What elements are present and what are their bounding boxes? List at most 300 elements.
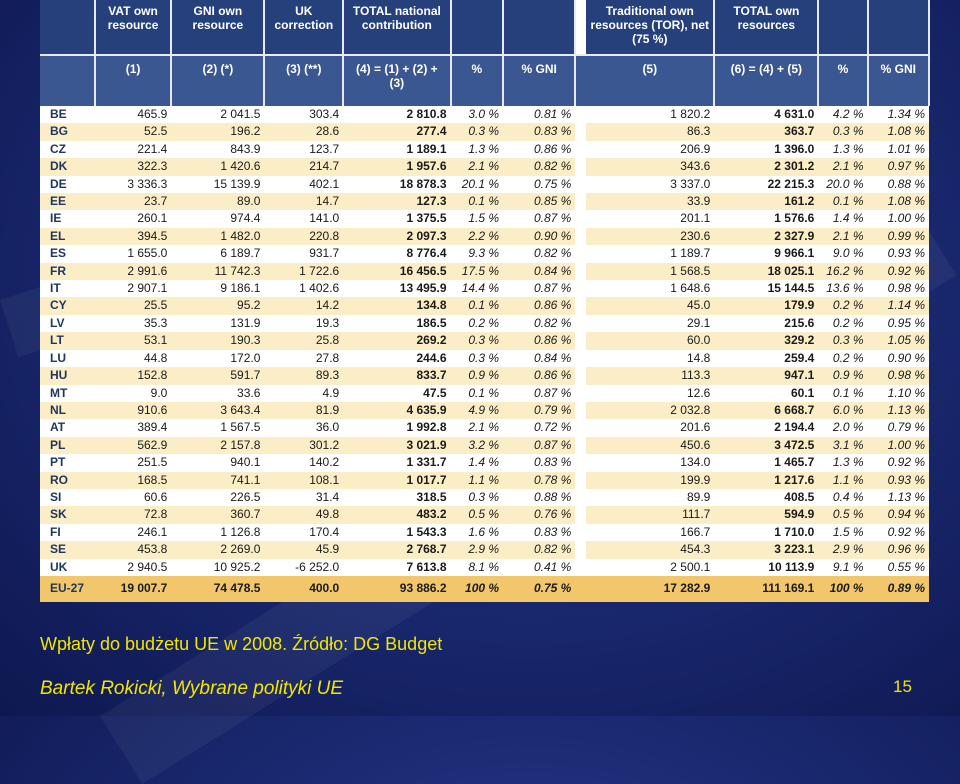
column-gap — [575, 472, 586, 489]
table-cell: 168.5 — [95, 472, 172, 489]
column-gap — [575, 332, 586, 349]
table-cell: 1 543.3 — [343, 524, 450, 541]
table-cell: 1 331.7 — [343, 454, 450, 471]
table-cell: 465.9 — [95, 106, 172, 123]
table-total-row — [40, 576, 929, 602]
table-cell: 179.9 — [714, 297, 818, 314]
table-cell: 17.5 % — [451, 263, 504, 280]
table-cell: 1 126.8 — [171, 524, 264, 541]
table-cell: 0.97 % — [868, 158, 929, 175]
table-cell: 6 189.7 — [171, 245, 264, 262]
subheader-cell: (2) (*) — [171, 55, 264, 106]
table-cell: 0.98 % — [868, 280, 929, 297]
table-cell: 0.82 % — [503, 315, 575, 332]
table-cell: 0.2 % — [451, 315, 504, 332]
table-cell: 0.92 % — [868, 524, 929, 541]
column-gap — [575, 263, 586, 280]
country-code-cell: PL — [40, 437, 95, 454]
table-row — [40, 193, 929, 210]
table-cell: 2.1 % — [818, 228, 867, 245]
table-cell: 4 635.9 — [343, 402, 450, 419]
table-cell: 1.4 % — [451, 454, 504, 471]
table-row — [40, 541, 929, 558]
table-cell: 1.10 % — [868, 385, 929, 402]
table-cell: 0.76 % — [503, 506, 575, 523]
table-cell: 100 % — [451, 576, 504, 602]
table-cell: 0.85 % — [503, 193, 575, 210]
table-cell: 1.13 % — [868, 402, 929, 419]
table-row — [40, 454, 929, 471]
table-cell: 1.14 % — [868, 297, 929, 314]
table-row — [40, 559, 929, 576]
table-cell: 134.0 — [586, 454, 714, 471]
table-cell: 2 097.3 — [343, 228, 450, 245]
table-cell: 1 189.7 — [586, 245, 714, 262]
table-cell: 2.9 % — [818, 541, 867, 558]
table-cell: 0.2 % — [818, 315, 867, 332]
table-cell: 450.6 — [586, 437, 714, 454]
table-cell: 0.84 % — [503, 263, 575, 280]
subheader-row — [40, 55, 929, 106]
table-cell: 454.3 — [586, 541, 714, 558]
table-cell: 0.82 % — [503, 245, 575, 262]
table-caption: Wpłaty do budżetu UE w 2008. Źródło: DG Budget — [40, 634, 443, 654]
table-cell: 1 567.5 — [171, 419, 264, 436]
table-cell: 0.3 % — [818, 332, 867, 349]
table-row — [40, 123, 929, 140]
column-gap — [575, 0, 586, 55]
subheader-cell: % GNI — [503, 55, 575, 106]
table-cell: 0.3 % — [818, 123, 867, 140]
country-code-cell: SK — [40, 506, 95, 523]
table-cell: 974.4 — [171, 210, 264, 227]
table-cell: 28.6 — [264, 123, 343, 140]
table-cell: 31.4 — [264, 489, 343, 506]
table-cell: 3 223.1 — [714, 541, 818, 558]
table-cell: 343.6 — [586, 158, 714, 175]
table-cell: 1 482.0 — [171, 228, 264, 245]
subheader-cell: (1) — [95, 55, 172, 106]
table-row — [40, 141, 929, 158]
table-cell: 363.7 — [714, 123, 818, 140]
table-cell: 0.1 % — [818, 193, 867, 210]
table-cell: 25.8 — [264, 332, 343, 349]
table-cell: 2 768.7 — [343, 541, 450, 558]
table-cell: 3 336.3 — [95, 176, 172, 193]
column-gap — [575, 402, 586, 419]
table-row — [40, 437, 929, 454]
table-cell: 0.87 % — [503, 385, 575, 402]
table-cell: 1.5 % — [451, 210, 504, 227]
table-cell: 16.2 % — [818, 263, 867, 280]
contributions-table — [40, 0, 930, 602]
header-cell: UK correction — [264, 0, 343, 55]
table-cell: 0.3 % — [451, 332, 504, 349]
table-row — [40, 297, 929, 314]
table-cell: 230.6 — [586, 228, 714, 245]
table-cell: 8.1 % — [451, 559, 504, 576]
table-cell: 2 907.1 — [95, 280, 172, 297]
table-cell: 16 456.5 — [343, 263, 450, 280]
table-cell: 594.9 — [714, 506, 818, 523]
table-cell: 9 186.1 — [171, 280, 264, 297]
table-cell: 1 820.2 — [586, 106, 714, 123]
table-cell: 3 472.5 — [714, 437, 818, 454]
country-code-cell: AT — [40, 419, 95, 436]
table-cell: 453.8 — [95, 541, 172, 558]
table-cell: 172.0 — [171, 350, 264, 367]
column-gap — [575, 524, 586, 541]
table-cell: 1.01 % — [868, 141, 929, 158]
table-cell: 0.82 % — [503, 541, 575, 558]
table-cell: 33.6 — [171, 385, 264, 402]
table-cell: 260.1 — [95, 210, 172, 227]
table-cell: 86.3 — [586, 123, 714, 140]
table-cell: 277.4 — [343, 123, 450, 140]
table-cell: 0.5 % — [451, 506, 504, 523]
table-cell: 95.2 — [171, 297, 264, 314]
table-cell: 1.1 % — [818, 472, 867, 489]
table-cell: 35.3 — [95, 315, 172, 332]
table-cell: 170.4 — [264, 524, 343, 541]
table-cell: 0.75 % — [503, 176, 575, 193]
table-cell: 60.0 — [586, 332, 714, 349]
table-row — [40, 332, 929, 349]
table-cell: 17 282.9 — [586, 576, 714, 602]
table-cell: 113.3 — [586, 367, 714, 384]
table-cell: 89.9 — [586, 489, 714, 506]
table-cell: 2 301.2 — [714, 158, 818, 175]
table-cell: 0.2 % — [818, 297, 867, 314]
table-cell: 0.3 % — [451, 350, 504, 367]
table-cell: 4 631.0 — [714, 106, 818, 123]
table-cell: 9.3 % — [451, 245, 504, 262]
table-cell: 0.1 % — [451, 385, 504, 402]
header-row — [40, 0, 929, 55]
table-cell: 303.4 — [264, 106, 343, 123]
table-cell: 0.9 % — [818, 367, 867, 384]
table-cell: 1 568.5 — [586, 263, 714, 280]
column-gap — [575, 245, 586, 262]
table-cell: 127.3 — [343, 193, 450, 210]
country-code-cell: LV — [40, 315, 95, 332]
country-code-cell: SE — [40, 541, 95, 558]
table-row — [40, 263, 929, 280]
table-cell: 0.81 % — [503, 106, 575, 123]
header-cell — [868, 0, 929, 55]
table-cell: 2.1 % — [451, 419, 504, 436]
table-cell: 1.1 % — [451, 472, 504, 489]
header-cell — [503, 0, 575, 55]
country-code-cell: CY — [40, 297, 95, 314]
table-cell: 0.87 % — [503, 280, 575, 297]
table-cell: 190.3 — [171, 332, 264, 349]
table-cell: 1.5 % — [818, 524, 867, 541]
table-cell: 1 396.0 — [714, 141, 818, 158]
header-cell-country — [40, 0, 95, 55]
table-cell: 0.41 % — [503, 559, 575, 576]
table-cell: 14.4 % — [451, 280, 504, 297]
table-cell: 100 % — [818, 576, 867, 602]
table-cell: 201.1 — [586, 210, 714, 227]
table-cell: 60.1 — [714, 385, 818, 402]
country-code-cell: DK — [40, 158, 95, 175]
country-code-cell: RO — [40, 472, 95, 489]
table-cell: 20.0 % — [818, 176, 867, 193]
table-cell: 269.2 — [343, 332, 450, 349]
table-cell: 1.6 % — [451, 524, 504, 541]
table-cell: 0.79 % — [868, 419, 929, 436]
table-row — [40, 106, 929, 123]
table-cell: 402.1 — [264, 176, 343, 193]
table-cell: 1 655.0 — [95, 245, 172, 262]
country-code-cell: EE — [40, 193, 95, 210]
table-cell: 0.1 % — [818, 385, 867, 402]
table-cell: 11 742.3 — [171, 263, 264, 280]
table-cell: 93 886.2 — [343, 576, 450, 602]
subheader-cell: % — [818, 55, 867, 106]
table-cell: 0.55 % — [868, 559, 929, 576]
column-gap — [575, 106, 586, 123]
table-cell: 4.9 — [264, 385, 343, 402]
table-cell: 3.0 % — [451, 106, 504, 123]
table-cell: 89.0 — [171, 193, 264, 210]
table-cell: 2 810.8 — [343, 106, 450, 123]
table-cell: 301.2 — [264, 437, 343, 454]
subheader-cell: (4) = (1) + (2) + (3) — [343, 55, 450, 106]
page-number: 15 — [893, 677, 912, 696]
subheader-cell: (3) (**) — [264, 55, 343, 106]
table-cell: 2 991.6 — [95, 263, 172, 280]
table-cell: 3.1 % — [818, 437, 867, 454]
country-code-cell: NL — [40, 402, 95, 419]
table-cell: 1 217.6 — [714, 472, 818, 489]
table-cell: 206.9 — [586, 141, 714, 158]
table-row — [40, 210, 929, 227]
table-cell: 0.98 % — [868, 367, 929, 384]
country-code-cell: FR — [40, 263, 95, 280]
table-cell: 1.34 % — [868, 106, 929, 123]
country-code-cell: EL — [40, 228, 95, 245]
country-code-cell: MT — [40, 385, 95, 402]
table-cell: 134.8 — [343, 297, 450, 314]
table-cell: 329.2 — [714, 332, 818, 349]
table-cell: 2 194.4 — [714, 419, 818, 436]
table-cell: 1.05 % — [868, 332, 929, 349]
table-cell: 2.0 % — [818, 419, 867, 436]
country-code-cell: IE — [40, 210, 95, 227]
table-cell: 0.5 % — [818, 506, 867, 523]
table-cell: 7 613.8 — [343, 559, 450, 576]
table-cell: 2 157.8 — [171, 437, 264, 454]
table-cell: 2 327.9 — [714, 228, 818, 245]
table-cell: 1 465.7 — [714, 454, 818, 471]
table-cell: 0.87 % — [503, 437, 575, 454]
table-cell: 1.00 % — [868, 210, 929, 227]
table-cell: 2 269.0 — [171, 541, 264, 558]
column-gap — [575, 315, 586, 332]
table-cell: 10 113.9 — [714, 559, 818, 576]
table-cell: 246.1 — [95, 524, 172, 541]
column-gap — [575, 419, 586, 436]
table-cell: 19 007.7 — [95, 576, 172, 602]
table-cell: 1 576.6 — [714, 210, 818, 227]
table-cell: 931.7 — [264, 245, 343, 262]
header-cell — [451, 0, 504, 55]
table-cell: 0.3 % — [451, 489, 504, 506]
table-cell: 53.1 — [95, 332, 172, 349]
column-gap — [575, 489, 586, 506]
table-cell: 27.8 — [264, 350, 343, 367]
table-cell: 947.1 — [714, 367, 818, 384]
table-cell: 408.5 — [714, 489, 818, 506]
country-code-cell: DE — [40, 176, 95, 193]
table-cell: 215.6 — [714, 315, 818, 332]
table-cell: 1.13 % — [868, 489, 929, 506]
column-gap — [575, 541, 586, 558]
table-cell: 0.3 % — [451, 123, 504, 140]
header-cell: TOTAL own resources — [714, 0, 818, 55]
table-row — [40, 245, 929, 262]
table-cell: 1 722.6 — [264, 263, 343, 280]
table-cell: 389.4 — [95, 419, 172, 436]
table-cell: 2.9 % — [451, 541, 504, 558]
table-cell: 0.1 % — [451, 297, 504, 314]
table-cell: 1 402.6 — [264, 280, 343, 297]
table-cell: 0.86 % — [503, 297, 575, 314]
header-cell: TOTAL national contribution — [343, 0, 450, 55]
header-cell: Traditional own resources (TOR), net (75 %) — [586, 0, 714, 55]
table-cell: 0.86 % — [503, 141, 575, 158]
table-cell: 0.4 % — [818, 489, 867, 506]
table-cell: 9.0 — [95, 385, 172, 402]
table-cell: 0.88 % — [503, 489, 575, 506]
header-cell: GNI own resource — [171, 0, 264, 55]
table-cell: 3 337.0 — [586, 176, 714, 193]
table-cell: 1.08 % — [868, 193, 929, 210]
column-gap — [575, 367, 586, 384]
subheader-cell: (6) = (4) + (5) — [714, 55, 818, 106]
country-code-cell: EU-27 — [40, 576, 95, 602]
table-cell: 8 776.4 — [343, 245, 450, 262]
subheader-cell-country — [40, 55, 95, 106]
table-cell: 360.7 — [171, 506, 264, 523]
table-cell: 1.00 % — [868, 437, 929, 454]
table-cell: 1 420.6 — [171, 158, 264, 175]
column-gap — [575, 210, 586, 227]
table-cell: 2 940.5 — [95, 559, 172, 576]
table-cell: 3 021.9 — [343, 437, 450, 454]
column-gap — [575, 297, 586, 314]
country-code-cell: IT — [40, 280, 95, 297]
table-row — [40, 472, 929, 489]
table-cell: 111.7 — [586, 506, 714, 523]
table-cell: 833.7 — [343, 367, 450, 384]
table-cell: 14.7 — [264, 193, 343, 210]
table-cell: 140.2 — [264, 454, 343, 471]
table-cell: 25.5 — [95, 297, 172, 314]
table-cell: 1.3 % — [451, 141, 504, 158]
table-cell: 161.2 — [714, 193, 818, 210]
table-cell: 166.7 — [586, 524, 714, 541]
table-cell: 0.90 % — [868, 350, 929, 367]
table-cell: 14.8 — [586, 350, 714, 367]
table-cell: 318.5 — [343, 489, 450, 506]
table-cell: 0.89 % — [868, 576, 929, 602]
table-cell: 199.9 — [586, 472, 714, 489]
table-row — [40, 176, 929, 193]
table-cell: 0.88 % — [868, 176, 929, 193]
country-code-cell: SI — [40, 489, 95, 506]
table-row — [40, 367, 929, 384]
subheader-cell: (5) — [586, 55, 714, 106]
table-cell: 226.5 — [171, 489, 264, 506]
table-cell: 47.5 — [343, 385, 450, 402]
country-code-cell: CZ — [40, 141, 95, 158]
country-code-cell: BG — [40, 123, 95, 140]
header-cell: VAT own resource — [95, 0, 172, 55]
table-cell: 220.8 — [264, 228, 343, 245]
table-cell: 741.1 — [171, 472, 264, 489]
subheader-cell: % GNI — [868, 55, 929, 106]
column-gap — [575, 158, 586, 175]
table-cell: 0.95 % — [868, 315, 929, 332]
column-gap — [575, 350, 586, 367]
table-cell: 394.5 — [95, 228, 172, 245]
table-cell: 0.9 % — [451, 367, 504, 384]
table-cell: 9 966.1 — [714, 245, 818, 262]
table-cell: 81.9 — [264, 402, 343, 419]
table-row — [40, 350, 929, 367]
table-cell: 1.3 % — [818, 454, 867, 471]
footer-author: Bartek Rokicki, Wybrane polityki UE — [40, 678, 344, 699]
table-cell: 0.93 % — [868, 245, 929, 262]
table-cell: 44.8 — [95, 350, 172, 367]
table-cell: 111 169.1 — [714, 576, 818, 602]
table-cell: 0.90 % — [503, 228, 575, 245]
table-cell: 20.1 % — [451, 176, 504, 193]
table-cell: 12.6 — [586, 385, 714, 402]
table-cell: 131.9 — [171, 315, 264, 332]
table-row — [40, 228, 929, 245]
table-cell: 0.84 % — [503, 350, 575, 367]
table-cell: 0.72 % — [503, 419, 575, 436]
table-cell: 1 957.6 — [343, 158, 450, 175]
column-gap — [575, 437, 586, 454]
table-cell: 1.08 % — [868, 123, 929, 140]
table-header — [40, 0, 929, 106]
table-cell: 36.0 — [264, 419, 343, 436]
column-gap — [575, 176, 586, 193]
table-cell: 562.9 — [95, 437, 172, 454]
country-code-cell: PT — [40, 454, 95, 471]
table-cell: 15 139.9 — [171, 176, 264, 193]
table-cell: 2 032.8 — [586, 402, 714, 419]
table-body — [40, 106, 929, 602]
table-cell: -6 252.0 — [264, 559, 343, 576]
column-gap — [575, 506, 586, 523]
table-cell: 2.1 % — [451, 158, 504, 175]
table-cell: 18 878.3 — [343, 176, 450, 193]
table-cell: 4.9 % — [451, 402, 504, 419]
table-cell: 0.83 % — [503, 454, 575, 471]
table-cell: 2 041.5 — [171, 106, 264, 123]
column-gap — [575, 123, 586, 140]
table-cell: 0.83 % — [503, 123, 575, 140]
table-cell: 843.9 — [171, 141, 264, 158]
country-code-cell: UK — [40, 559, 95, 576]
table-cell: 3.2 % — [451, 437, 504, 454]
